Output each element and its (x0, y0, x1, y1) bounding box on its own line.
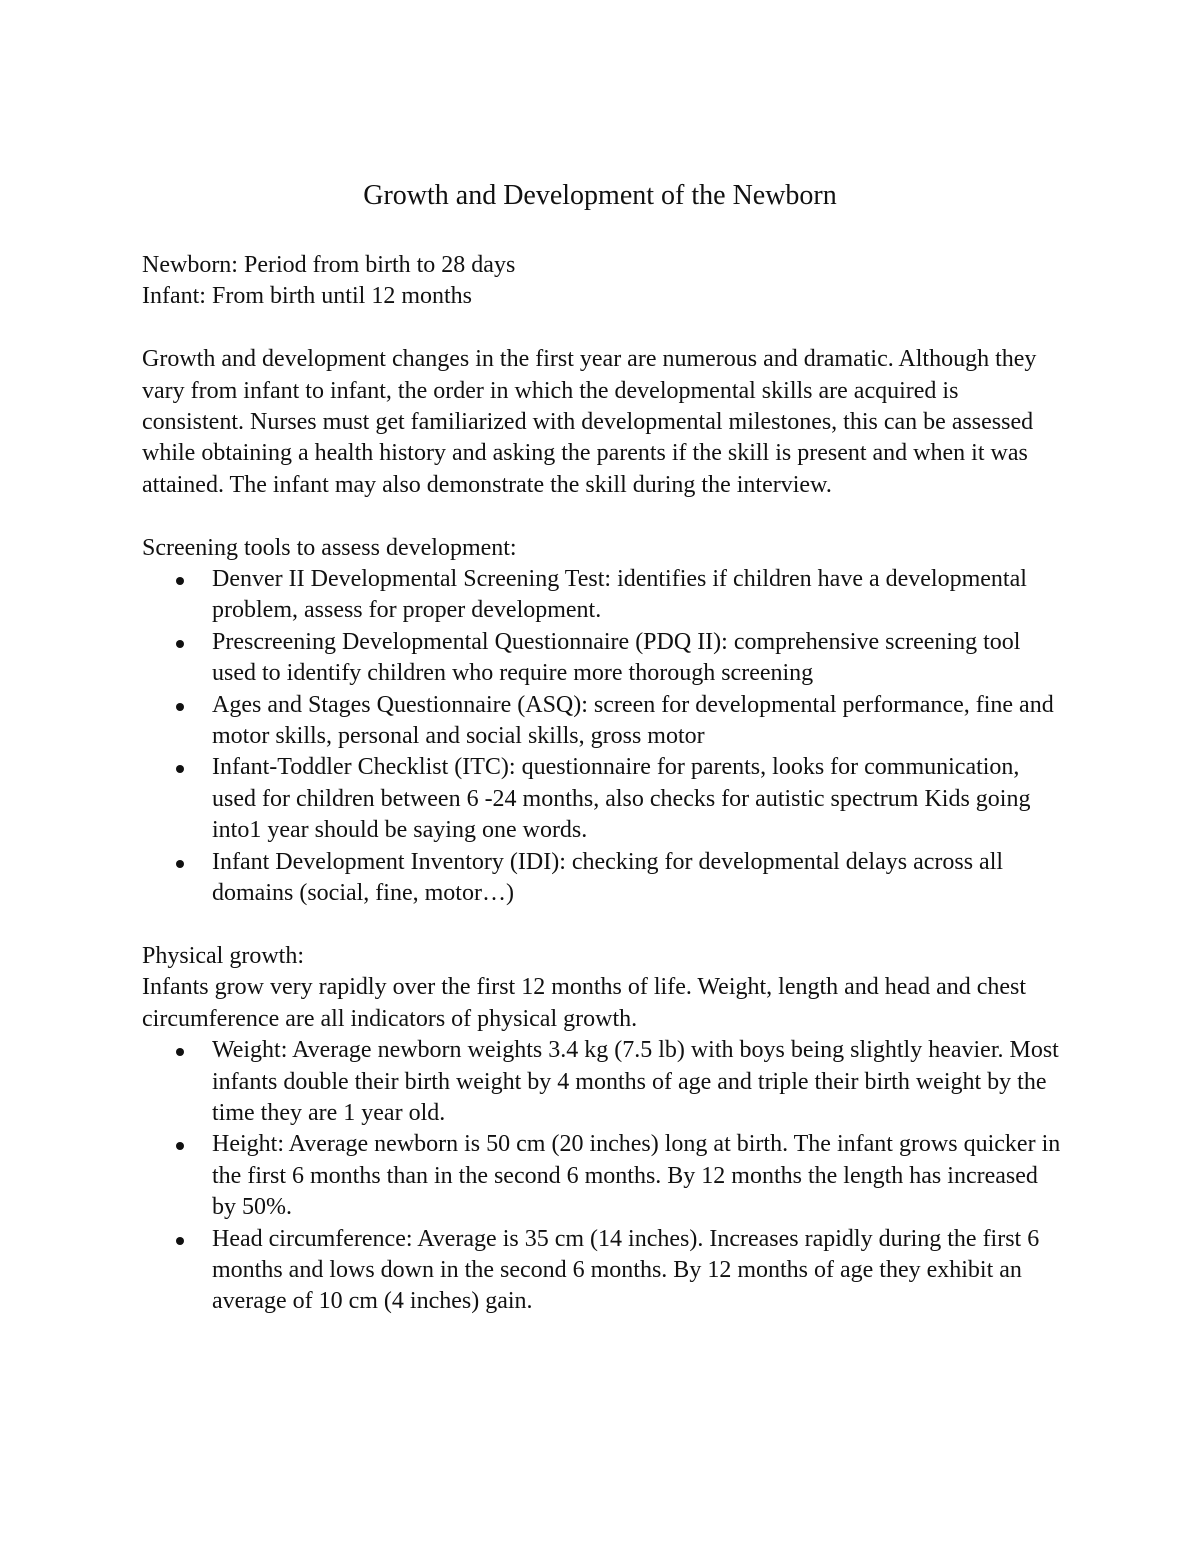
physical-growth-heading: Physical growth: (142, 942, 304, 969)
bullet-icon (176, 1142, 184, 1150)
bullet-icon (176, 860, 184, 868)
list-item (142, 627, 1062, 690)
document-body (142, 250, 1062, 1318)
spacer (142, 313, 1062, 344)
list-item (142, 1224, 1062, 1318)
list-item-text: Infant Development Inventory (IDI): checking for developmental delays across all domains (social, fine, motor…) (212, 848, 1004, 907)
bullet-icon (176, 1048, 184, 1056)
bullet-icon (176, 577, 184, 585)
screening-heading: Screening tools to assess development: (142, 534, 517, 561)
bullet-icon (176, 703, 184, 711)
page-title: Growth and Development of the Newborn (363, 180, 837, 211)
list-item-text: Infant-Toddler Checklist (ITC): questionnaire for parents, looks for communication, used for children between 6 -24 months, also checks for autistic spectrum Kids going into1 year should be saying one words. (212, 754, 1031, 844)
definition-infant: Infant: From birth until 12 months (142, 283, 472, 310)
bullet-icon (176, 1237, 184, 1245)
intro-paragraph: Growth and development changes in the first year are numerous and dramatic. Although they vary from infant to infant, the order in which the developmental skills are acquired is consistent. Nurses must get familiarized with developmental milestones, this can be assessed while obtaining a health history and asking the parents if the skill is present and when it was attained. The infant may also demonstrate the skill during the interview. (142, 346, 1037, 498)
list-item-text: Weight: Average newborn weights 3.4 kg (7.5 lb) with boys being slightly heavier. Most infants double their birth weight by 4 months of age and triple their birth weight by the time they are 1 year old. (212, 1037, 1059, 1126)
bullet-icon (176, 640, 184, 648)
list-item (142, 1035, 1062, 1129)
list-item-text: Head circumference: Average is 35 cm (14 inches). Increases rapidly during the first 6 months and lows down in the second 6 months. By 12 months of age they exhibit an average of 10 cm (4 inches) gain. (212, 1225, 1040, 1315)
list-item (142, 752, 1062, 846)
list-item (142, 1129, 1062, 1223)
list-item (142, 690, 1062, 753)
list-item-text: Ages and Stages Questionnaire (ASQ): screen for developmental performance, fine and motor skills, personal and social skills, gross motor (212, 691, 1054, 750)
definition-newborn: Newborn: Period from birth to 28 days (142, 252, 516, 278)
screening-list (142, 564, 1062, 909)
list-item (142, 847, 1062, 910)
physical-growth-list (142, 1035, 1062, 1318)
physical-growth-intro: Infants grow very rapidly over the first 12 months of life. Weight, length and head and chest circumference are all indicators of physical growth. (142, 974, 1027, 1032)
list-item-text: Denver II Developmental Screening Test: identifies if children have a developmental problem, assess for proper development. (212, 566, 1027, 624)
list-item-text: Height: Average newborn is 50 cm (20 inches) long at birth. The infant grows quicker in the first 6 months than in the second 6 months. By 12 months the length has increased by 50%. (212, 1131, 1061, 1221)
bullet-icon (176, 765, 184, 773)
spacer (142, 501, 1062, 532)
list-item-text: Prescreening Developmental Questionnaire (PDQ II): comprehensive screening tool used to identify children who require more thorough screening (212, 628, 1021, 687)
list-item (142, 564, 1062, 627)
spacer (142, 910, 1062, 941)
